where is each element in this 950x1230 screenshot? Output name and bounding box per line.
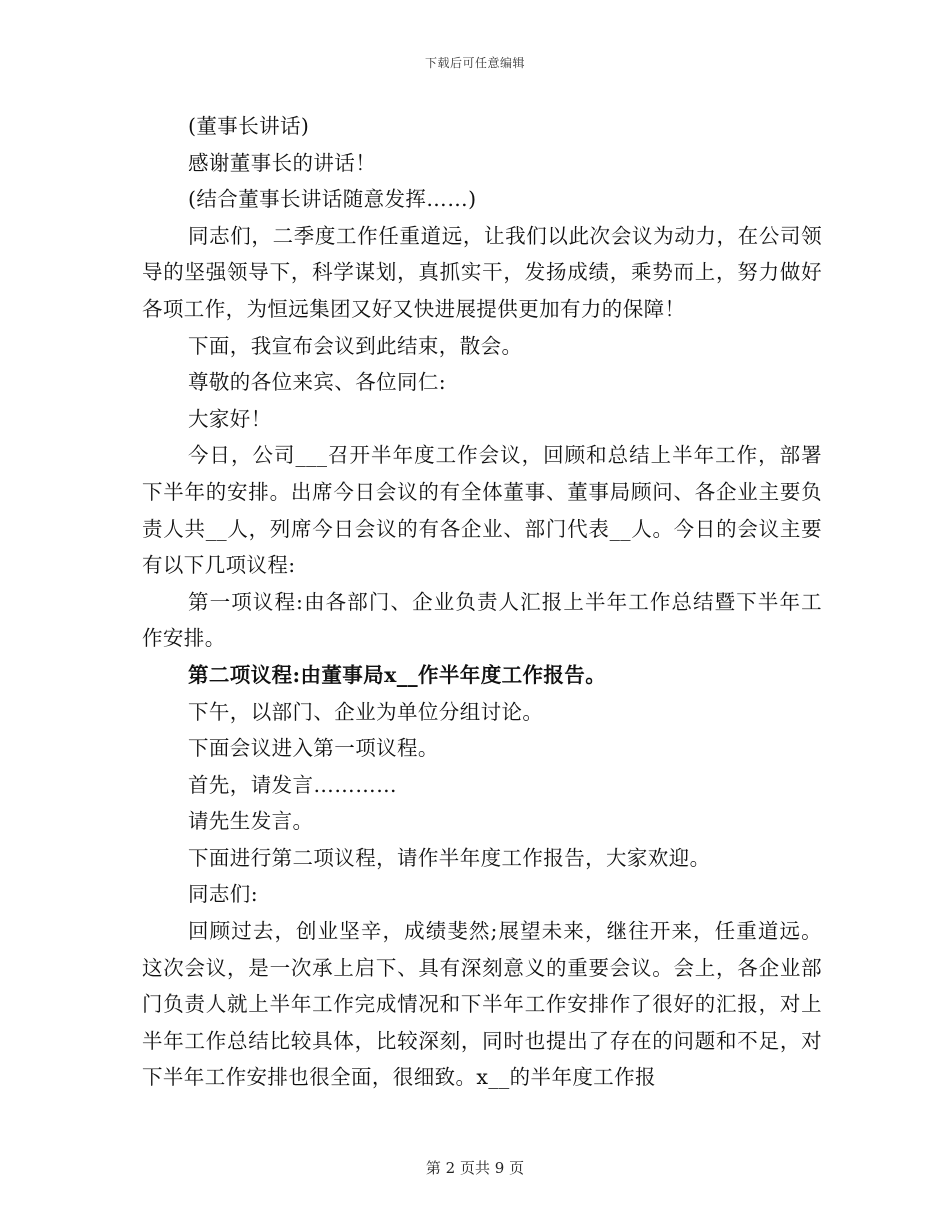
paragraph-5: 下面，我宣布会议到此结束，散会。 (188, 333, 523, 358)
page-footer: 第 2 页共 9 页 (425, 1159, 525, 1177)
paragraph-1: (董事长讲话) (188, 114, 310, 138)
paragraph-2: 感谢董事长的讲话！ (188, 150, 377, 175)
document-body (142, 108, 822, 1096)
paragraph-14: 请先生发言。 (188, 809, 314, 834)
paragraph-15: 下面进行第二项议程，请作半年度工作报告，大家欢迎。 (188, 845, 711, 870)
paragraph-13: 首先，请发言………… (188, 772, 397, 797)
paragraph-4: 同志们，二季度工作任重道远，让我们以此次会议为动力，在公司领导的坚强领导下，科学谋划，真抓实干，发扬成绩，乘势而上，努力做好各项工作，为恒远集团又好又快进展提供更加有力的保障！ (142, 223, 822, 321)
paragraph-16: 同志们: (188, 882, 259, 907)
paragraph-8: 今日，公司___召开半年度工作会议，回顾和总结上半年工作，部署下半年的安排。出席今日会议的有全体董事、董事局顾问、各企业主要负责人共__人，列席今日会议的有各企业、部门代表__人。今日的会议主要有以下几项议程: (142, 443, 822, 578)
paragraph-12: 下面会议进入第一项议程。 (188, 736, 439, 761)
paragraph-3: (结合董事长讲话随意发挥……) (188, 187, 477, 212)
paragraph-7: 大家好！ (188, 406, 272, 431)
paragraph-17: 回顾过去，创业坚辛，成绩斐然;展望未来，继往开来，任重道远。这次会议，是一次承上启下、具有深刻意义的重要会议。会上，各企业部门负责人就上半年工作完成情况和下半年工作安排作了很好的汇报，对上半年工作总结比较具体，比较深刻，同时也提出了存在的问题和不足，对下半年工作安排也很全面，很细致。x__的半年度工作报 (142, 919, 822, 1090)
paragraph-10: 第二项议程:由董事局x__作半年度工作报告。 (188, 662, 607, 687)
paragraph-6: 尊敬的各位来宾、各位同仁: (188, 370, 447, 395)
paragraph-9: 第一项议程:由各部门、企业负责人汇报上半年工作总结暨下半年工作安排。 (142, 589, 822, 651)
page-header: 下载后可任意编辑 (424, 56, 525, 70)
paragraph-11: 下午，以部门、企业为单位分组讨论。 (188, 699, 544, 724)
